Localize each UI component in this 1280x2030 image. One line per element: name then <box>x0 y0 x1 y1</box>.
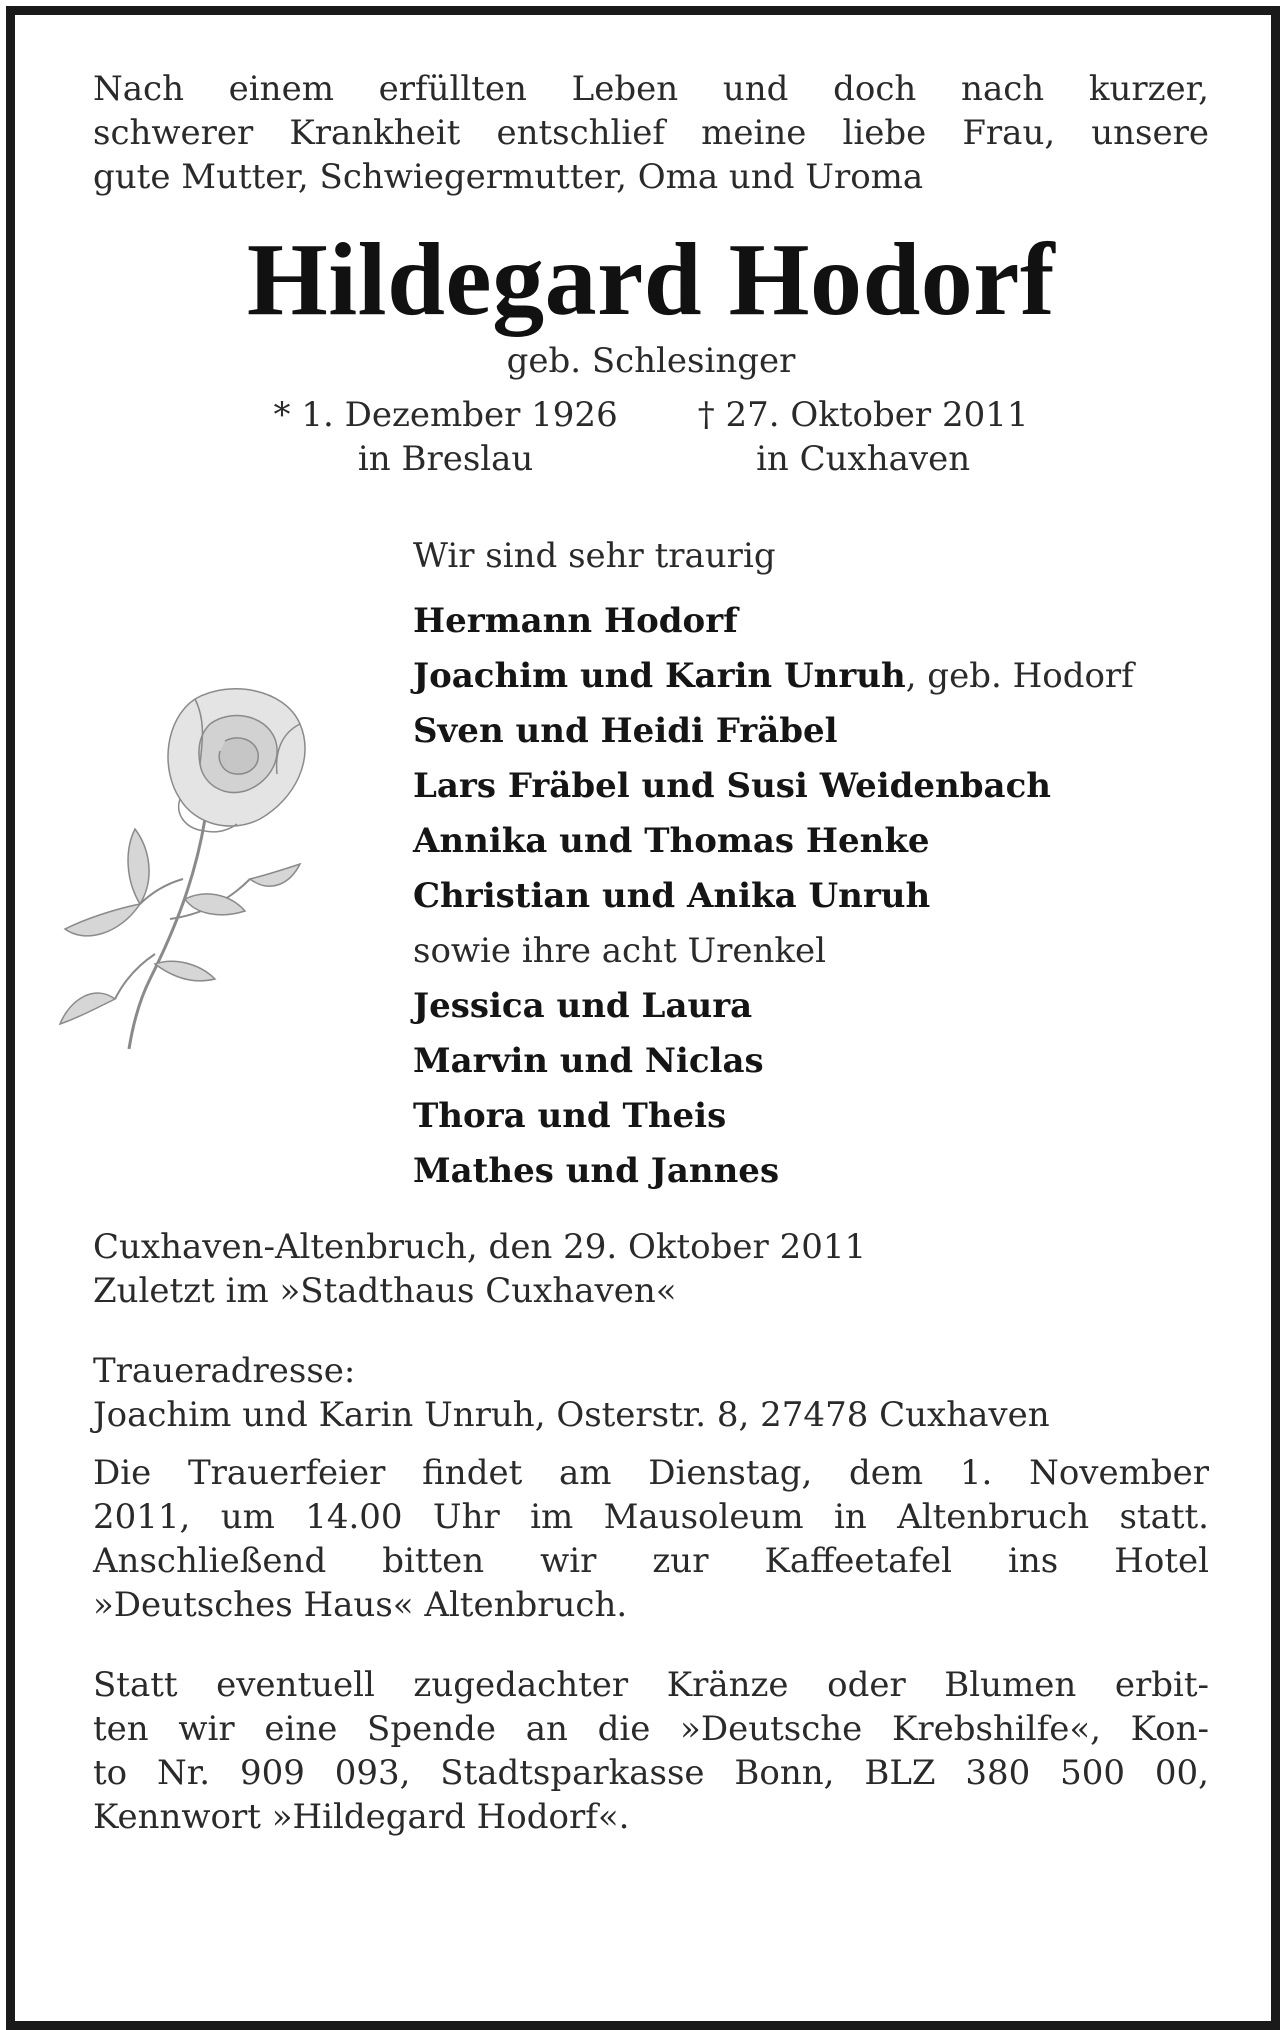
birth-info <box>274 393 618 481</box>
death-info <box>698 393 1029 481</box>
great-grandchildren-item: Jessica und Laura <box>413 986 753 1026</box>
mourner-name: Annika und Thomas Henke <box>413 821 930 861</box>
ceremony-line: 2011, um 14.00 Uhr im Mausoleum in Altenbruch statt. <box>93 1497 1209 1537</box>
birth-date: * 1. Dezember 1926 <box>273 395 618 435</box>
great-grandchildren-item: Mathes und Jannes <box>413 1151 780 1191</box>
list-item <box>413 704 1209 759</box>
death-place: in Cuxhaven <box>756 439 971 479</box>
list-item <box>413 759 1209 814</box>
obituary-frame <box>6 6 1280 2030</box>
list-item <box>413 594 1209 649</box>
obituary-notice <box>93 67 1209 1839</box>
donation-text <box>93 1663 1209 1839</box>
place-date: Cuxhaven-Altenbruch, den 29. Oktober 2011 <box>93 1227 867 1267</box>
donation-line: ten wir eine Spende an die »Deutsche Krebshilfe«, Kon- <box>93 1709 1209 1749</box>
deceased-name: Hildegard Hodorf <box>246 222 1056 337</box>
list-item <box>413 649 1209 704</box>
mourner-name: Lars Fräbel und Susi Weidenbach <box>413 766 1051 806</box>
life-dates <box>93 393 1209 481</box>
last-location: Zuletzt im »Stadthaus Cuxhaven« <box>93 1271 677 1311</box>
list-item <box>413 814 1209 869</box>
intro-text <box>93 67 1209 199</box>
great-grandchildren-intro: sowie ihre acht Urenkel <box>413 931 826 971</box>
mourners-list <box>413 529 1209 1199</box>
donation-line: Statt eventuell zugedachter Kränze oder Blumen erbit- <box>93 1665 1209 1705</box>
donation-line: to Nr. 909 093, Stadtsparkasse Bonn, BLZ 380 500 00, <box>93 1753 1209 1793</box>
birth-place: in Breslau <box>357 439 534 479</box>
list-item <box>413 869 1209 924</box>
intro-line: Nach einem erfüllten Leben und doch nach kurzer, <box>93 69 1209 109</box>
ceremony-text <box>93 1451 1209 1627</box>
place-date-block <box>93 1225 1209 1313</box>
mourner-name: Joachim und Karin Unruh <box>413 656 906 696</box>
great-grandchildren-item: Thora und Theis <box>413 1096 727 1136</box>
mourners-section <box>93 529 1209 1189</box>
great-grandchildren-item: Marvin und Niclas <box>413 1041 764 1081</box>
mourners-heading: Wir sind sehr traurig <box>413 536 776 576</box>
mourner-name: Christian und Anika Unruh <box>413 876 931 916</box>
intro-line: gute Mutter, Schwiegermutter, Oma und Uroma <box>93 157 924 197</box>
mourner-name: Hermann Hodorf <box>413 601 738 641</box>
address-block <box>93 1349 1209 1437</box>
rose-icon <box>55 679 315 1059</box>
mourner-suffix: , geb. Hodorf <box>905 656 1134 696</box>
mourner-name: Sven und Heidi Fräbel <box>413 711 838 751</box>
ceremony-line: Die Trauerfeier findet am Dienstag, dem 1. November <box>93 1453 1209 1493</box>
ceremony-line: Anschließend bitten wir zur Kaffeetafel ins Hotel <box>93 1541 1209 1581</box>
death-date: † 27. Oktober 2011 <box>697 395 1029 435</box>
ceremony-line: »Deutsches Haus« Altenbruch. <box>93 1585 628 1625</box>
maiden-name: geb. Schlesinger <box>506 341 796 381</box>
mourning-address: Joachim und Karin Unruh, Osterstr. 8, 27478 Cuxhaven <box>93 1395 1050 1435</box>
address-label: Traueradresse: <box>93 1351 356 1391</box>
intro-line: schwerer Krankheit entschlief meine liebe Frau, unsere <box>93 113 1209 153</box>
donation-line: Kennwort »Hildegard Hodorf«. <box>93 1797 630 1837</box>
